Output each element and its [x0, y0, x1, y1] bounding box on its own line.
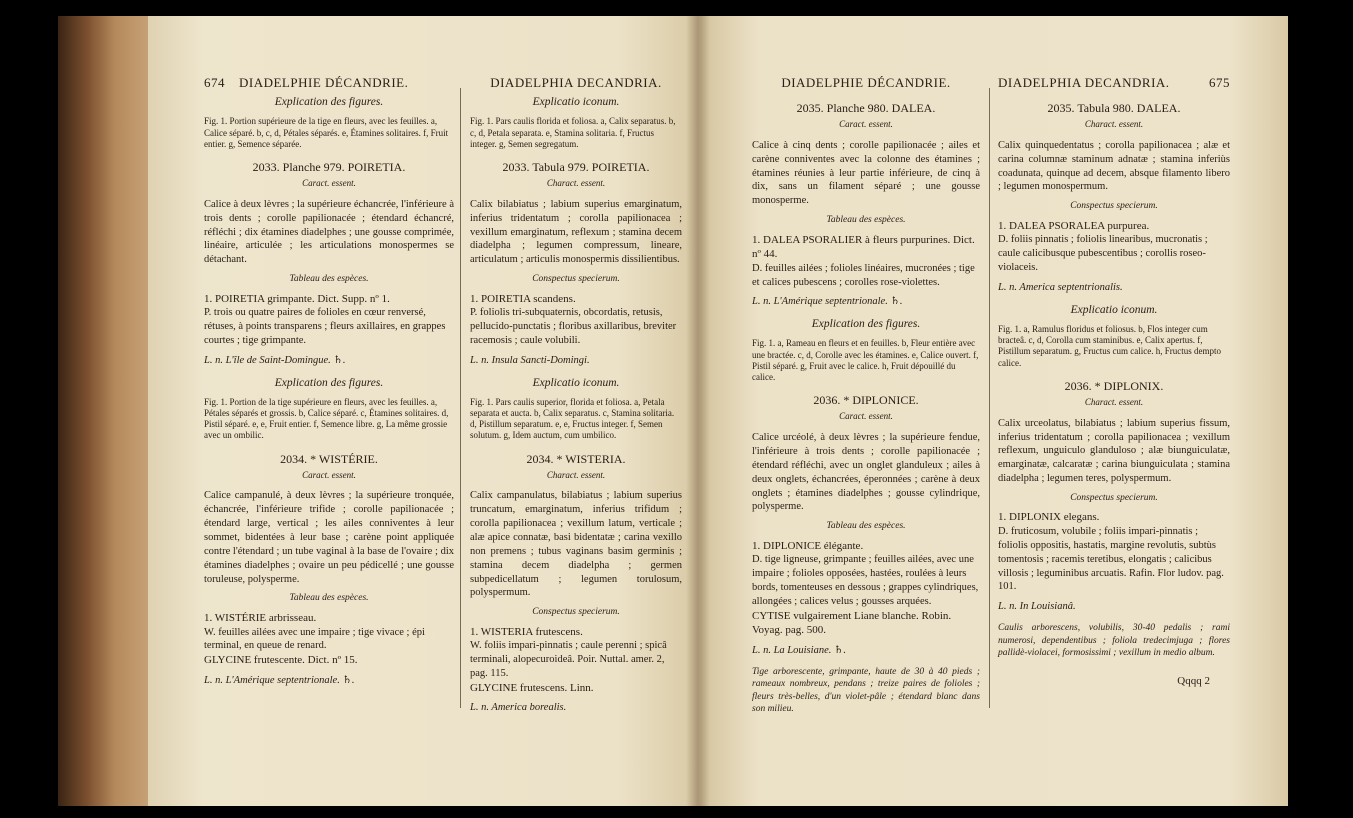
species-table-heading: Tableau des espèces.	[826, 215, 906, 226]
genus-title: 2034. * WISTERIA.	[526, 451, 626, 466]
species-description: Caulis arborescens, volubilis, 30-40 pedalis ; rami numerosi, dependentibus ; foliola tredecimjuga ; flores pallidè-violacei, formosissimi ; vexillum in medio album.	[998, 623, 1230, 659]
species-locality: L. n. Insula Sancti-Domingi.	[470, 354, 590, 366]
signature-mark: Qqqq 2	[1177, 674, 1210, 687]
species-locality: L. n. America borealis.	[470, 702, 567, 714]
section-heading: Explicatio iconum.	[1070, 303, 1158, 316]
species-locality: L. n. L'Amérique septentrionale. ♄.	[752, 296, 903, 308]
caract-heading: Charact. essent.	[546, 177, 606, 188]
genus-title: 2033. Planche 979. POIRETIA.	[252, 160, 406, 175]
genus-description: Calice urcéolé, à deux lèvres ; la supérieure fendue, l'inférieure à trois dents ; corolle papilionacée ; étendard réfléchi, avec un onglet glanduleux ; ailes à deux onglets, échancrées, éperonnées ; carène à deux onglets ; étamines diadelphes ; gousse cylindrique, polysperme.	[752, 432, 980, 513]
species-name: 1. WISTERIA frutescens.	[470, 625, 583, 638]
page-number: 674	[204, 75, 225, 90]
species-table-heading: Conspectus specierum.	[532, 607, 620, 618]
species-synonym: CYTISE vulgairement Liane blanche. Robin. Voyag. pag. 500.	[752, 609, 952, 637]
page-number: 675	[1209, 75, 1230, 90]
left-page	[148, 16, 700, 806]
figure-caption: Fig. 1. Portion de la tige supérieure en fleurs, avec les feuilles. a, Pétales séparés et grossis. b, Calice séparé. c, Étamines solitaires. d, Pistil séparé. e, e, Fruit entier. f, Semence libre. g, La même grossie avec un ombilic.	[204, 396, 449, 441]
species-name: 1. POIRETIA grimpante. Dict. Supp. nº 1.	[204, 292, 390, 305]
genus-title: 2036. * DIPLONICE.	[813, 393, 919, 408]
species-locality: L. n. In Louisianâ.	[998, 601, 1076, 613]
figure-caption: Fig. 1. Portion supérieure de la tige en fleurs, avec les feuilles. a, Calice séparé. b, c, d, Pétales séparés. e, Étamines solitaires. f, Fruit entier. g, Semence séparée.	[204, 116, 449, 149]
species-locality: L. n. L'Amérique septentrionale. ♄.	[204, 674, 355, 686]
species-text: D. tige ligneuse, grimpante ; feuilles ailées, avec une impaire ; folioles opposées, hastées, roulées à leurs bords, tomenteuses en dessous ; grappes cylindriques, allongées ; calices velus ; gousses arquées.	[752, 554, 979, 607]
column-rule	[460, 88, 461, 708]
genus-description: Calix campanulatus, bilabiatus ; labium superius truncatum, emarginatum, inferius trifidum ; corolla papilionacea ; vexillum latum, verticale ; alæ apice connatæ, basi bidentatæ ; carina vexillo non premens ; tubus vaginans basim germinis ; stamina decem diadelpha ; germen subpedicellatum ; legumen torulosum, polyspermum.	[470, 490, 682, 599]
species-text: W. foliis impari-pinnatis ; caule perenni ; spicâ terminali, alopecuroideâ. Poir. Nuttal. amer. 2, pag. 115.	[470, 640, 667, 680]
column-rule	[989, 88, 990, 708]
species-entry	[204, 292, 454, 348]
genus-description: Calice à deux lèvres ; la supérieure échancrée, l'inférieure à trois dents ; corolle papilionacée ; étendard échancré, réfléchi ; dix étamines diadelphes ; une gousse comprimée, linéaire, articulée ; les articulations monospermes se détachant.	[204, 198, 454, 266]
species-table-heading: Conspectus specierum.	[532, 274, 620, 285]
section-heading: Explicatio iconum.	[532, 376, 620, 389]
species-entry	[470, 292, 682, 348]
right-page-french-column	[752, 74, 980, 722]
species-locality: L. n. America septentrionalis.	[998, 281, 1123, 293]
species-table-heading: Conspectus specierum.	[1070, 201, 1158, 212]
species-entry	[752, 539, 980, 638]
species-locality: L. n. L'île de Saint-Domingue. ♄.	[204, 354, 346, 366]
species-name: 1. DIPLONICE élégante.	[752, 539, 864, 552]
species-synonym: GLYCINE frutescente. Dict. nº 15.	[204, 654, 358, 667]
caract-heading: Caract. essent.	[839, 411, 893, 422]
genus-description: Calice à cinq dents ; corolle papilionacée ; ailes et carène conniventes avec la colonne des étamines ; étamines réunies à leur partie inférieure, de cinq à dix, sans un filament séparé ; une gousse monosperme.	[752, 139, 980, 207]
species-text: P. trois ou quatre paires de folioles en cœur renversé, rétuses, à points transparens ; fleurs axillaires, en grappes courtes ; tige grimpante.	[204, 307, 446, 346]
species-name: 1. POIRETIA scandens.	[470, 292, 576, 305]
species-entry	[204, 611, 454, 668]
species-text: D. feuilles ailées ; folioles linéaires, mucronées ; tige et calices pubescens ; corolles rose-violettes.	[752, 262, 975, 288]
species-table-heading: Tableau des espèces.	[289, 274, 369, 285]
caract-heading: Charact. essent.	[1084, 396, 1144, 407]
species-text: P. foliolis tri-subquaternis, obcordatis, retusis, pellucido-punctatis ; floribus axillaribus, breviter racemosis ; caule volubili.	[470, 307, 677, 346]
section-heading: Explication des figures.	[811, 318, 921, 331]
species-name: 1. WISTÉRIE arbrisseau.	[204, 611, 317, 624]
open-book	[58, 16, 1298, 806]
species-name: 1. DALEA PSORALIER à fleurs purpurines. Dict. nº 44.	[752, 233, 975, 261]
left-page-french-column	[204, 74, 454, 696]
genus-title: 2034. * WISTÉRIE.	[280, 451, 378, 466]
section-heading: Explicatio iconum.	[532, 96, 620, 109]
genus-description: Calix quinquedentatus ; corolla papilionacea ; alæ et carina columnæ staminum adnatæ ; stamina inferiùs coadunata, quinque ad decem, absque filamento libero ; legumen monospermum.	[998, 139, 1230, 193]
figure-caption: Fig. 1. a, Rameau en fleurs et en feuilles. b, Fleur entière avec une bractée. c, d, Corolle avec les étamines. e, Calice ouvert. f, Pistil séparé. g, Fruit avec le calice. h, Fruit dépouillé du calice.	[752, 338, 979, 383]
species-entry	[998, 510, 1230, 594]
running-head	[998, 74, 1230, 91]
figure-caption: Fig. 1. a, Ramulus floridus et foliosus. b, Flos integer cum bracteâ. c, d, Corolla cum staminibus. e, Calix apertus. f, Pistillum separatum. g, Fructus cum calice. h, Fructus dempto calice.	[998, 323, 1221, 368]
right-page	[700, 16, 1288, 806]
genus-title: 2033. Tabula 979. POIRETIA.	[502, 160, 650, 175]
species-table-heading: Tableau des espèces.	[826, 521, 906, 532]
running-head-title: DIADELPHIA DECANDRIA.	[998, 75, 1170, 90]
species-entry	[752, 233, 980, 290]
species-text: D. foliis pinnatis ; foliolis linearibus, mucronatis ; caule calicibusque pubescentibus ; corollis roseo-violaceis.	[998, 234, 1208, 274]
left-page-latin-column	[470, 74, 682, 723]
caract-heading: Caract. essent.	[302, 177, 356, 188]
species-synonym: GLYCINE frutescens. Linn.	[470, 681, 594, 694]
genus-description: Calix bilabiatus ; labium superius emarginatum, inferius tridentatum ; corolla papilionacea ; vexillum emarginatum, reflexum ; stamina decem diadelpha ; legumen compressum, lineare, articulatum ; articulis monospermis dissilientibus.	[470, 198, 682, 266]
caract-heading: Charact. essent.	[1084, 118, 1144, 129]
species-table-heading: Conspectus specierum.	[1070, 492, 1158, 503]
section-heading: Explication des figures.	[274, 96, 384, 109]
genus-description: Calice campanulé, à deux lèvres ; la supérieure tronquée, échancrée, l'inférieure trifide ; corolle papilionacée ; étendard large, vertical ; les ailes conniventes à leur sommet, bidentées à leur base ; carène point appliquée contre l'étendard ; un tube vaginal à la base de l'ovaire ; dix étamines diadelphes ; ovaire un peu pédicellé ; une gousse toruleuse, polysperme.	[204, 490, 454, 585]
page-edges	[58, 16, 154, 806]
species-name: 1. DALEA PSORALEA purpurea.	[998, 219, 1150, 232]
running-head	[204, 74, 454, 91]
genus-title: 2035. Tabula 980. DALEA.	[1047, 101, 1181, 116]
genus-title: 2035. Planche 980. DALEA.	[796, 101, 936, 116]
genus-title: 2036. * DIPLONIX.	[1064, 378, 1164, 393]
section-heading: Explication des figures.	[274, 376, 384, 389]
figure-caption: Fig. 1. Pars caulis superior, florida et foliosa. a, Petala separata et aucta. b, Calix separatus. c, Stamina solitaria. d, Pistillum separatum. e, e, Fructus integer. f, Semen solutum. g, Idem auctum, cum umbilico.	[470, 396, 675, 441]
running-head-title: DIADELPHIE DÉCANDRIE.	[781, 75, 951, 90]
species-name: 1. DIPLONIX elegans.	[998, 511, 1100, 524]
running-head-title: DIADELPHIA DECANDRIA.	[490, 75, 662, 90]
species-description: Tige arborescente, grimpante, haute de 30 à 40 pieds ; rameaux nombreux, pendans ; treize paires de folioles ; fleurs très-belles, d'un violet-pâle ; étendard blanc dans son milieu.	[752, 666, 980, 715]
species-text: W. feuilles ailées avec une impaire ; tige vivace ; épi terminal, en queue de renard.	[204, 626, 425, 652]
species-entry	[470, 625, 682, 696]
figure-caption: Fig. 1. Pars caulis florida et foliosa. a, Calix separatus. b, c, d, Petala separata. e, Stamina solitaria. f, Fructus integer. g, Semen segregatum.	[470, 116, 676, 149]
caract-heading: Charact. essent.	[546, 469, 606, 480]
running-head-title: DIADELPHIE DÉCANDRIE.	[239, 75, 409, 90]
book-gutter	[686, 16, 710, 806]
caract-heading: Caract. essent.	[839, 118, 893, 129]
species-locality: L. n. La Louisiane. ♄.	[752, 644, 847, 656]
species-table-heading: Tableau des espèces.	[289, 593, 369, 604]
caract-heading: Caract. essent.	[302, 469, 356, 480]
right-page-latin-column	[998, 74, 1230, 688]
species-entry	[998, 219, 1230, 275]
genus-description: Calix urceolatus, bilabiatus ; labium superius fissum, inferius tridentatum ; corolla papilionacea ; vexillum reflexum, unguiculo glanduloso ; alæ biunguiculatæ, emarginatæ, calcaratæ ; carina biunguiculata ; stamina diadelpha ; legumen teres, polyspermum.	[998, 417, 1230, 485]
species-text: D. fruticosum, volubile ; foliis impari-pinnatis ; foliolis oppositis, hastatis, margine revolutis, subtùs tomentosis ; racemis teretibus, elongatis ; calicibus villosis ; leguminibus arcuatis. Rafin. Flor ludov. pag. 101.	[998, 526, 1224, 593]
